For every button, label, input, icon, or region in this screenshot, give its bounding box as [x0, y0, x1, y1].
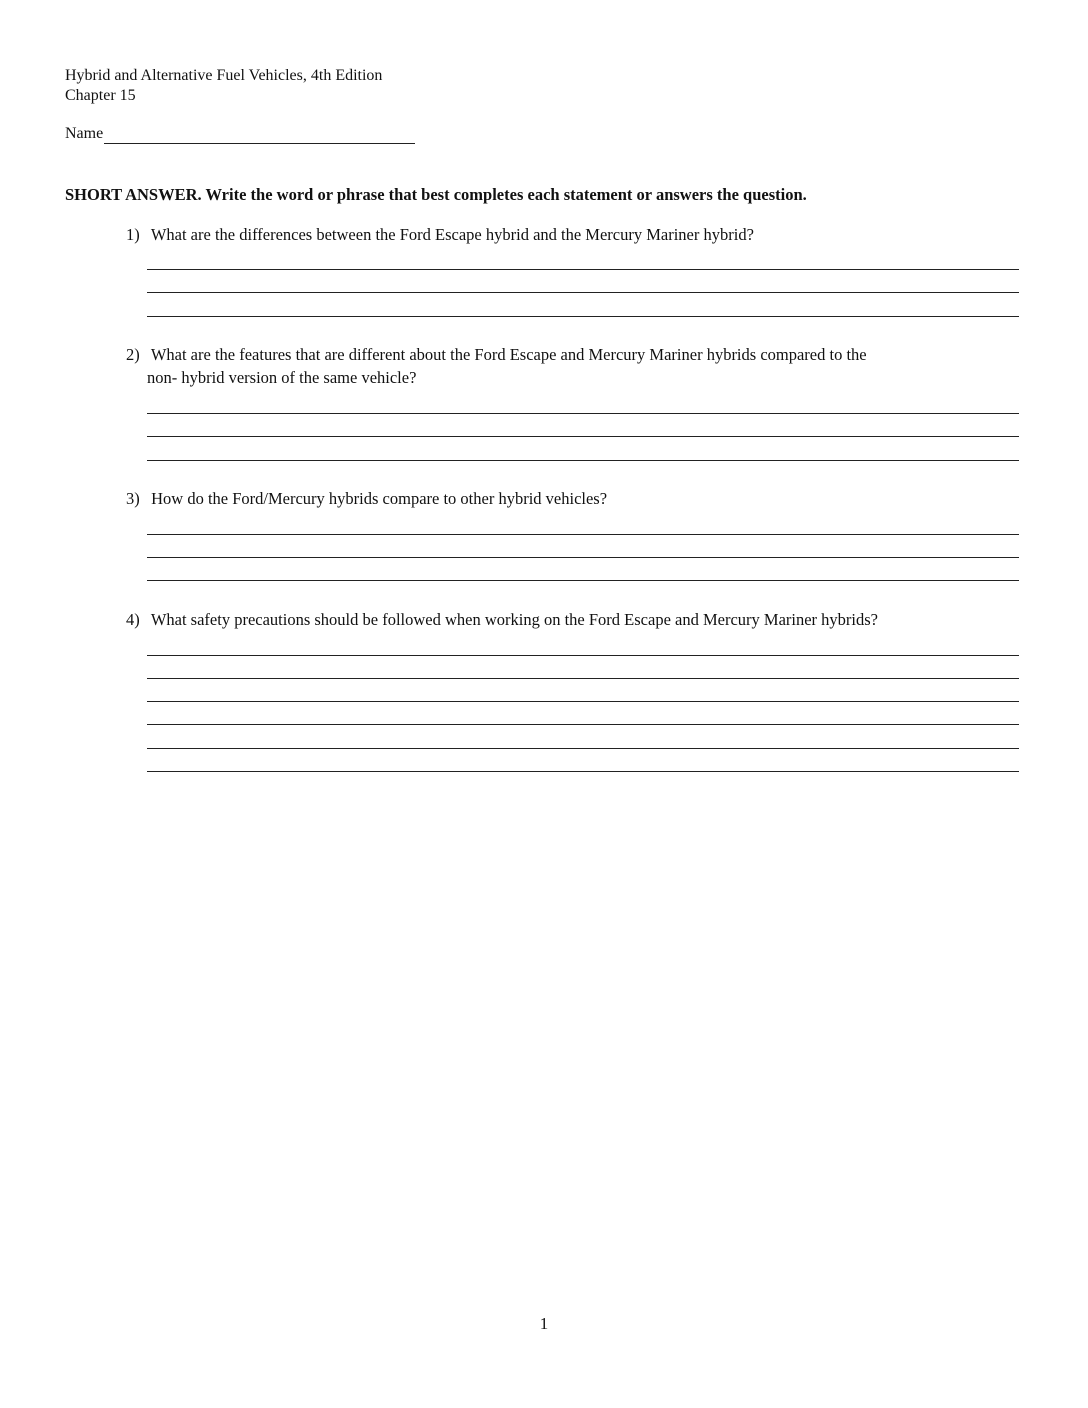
- answer-line[interactable]: [147, 413, 1019, 414]
- question-number: 4): [126, 610, 140, 629]
- answer-line[interactable]: [147, 534, 1019, 535]
- question-text: What safety precautions should be followed when working on the Ford Escape and Mercury Mariner hybrids?: [150, 610, 878, 629]
- question-text: What are the features that are different about the Ford Escape and Mercury Mariner hybrids compared to the: [150, 345, 867, 364]
- question-number: 2): [126, 345, 140, 364]
- answer-line[interactable]: [147, 701, 1019, 702]
- question-text-continued: non- hybrid version of the same vehicle?: [147, 368, 417, 387]
- document-header: [65, 66, 382, 106]
- question-text: What are the differences between the Ford Escape hybrid and the Mercury Mariner hybrid?: [150, 225, 754, 244]
- name-input-line[interactable]: [104, 125, 415, 144]
- answer-line[interactable]: [147, 269, 1019, 270]
- answer-line[interactable]: [147, 557, 1019, 558]
- answer-line[interactable]: [147, 580, 1019, 581]
- question-number: 1): [126, 225, 140, 244]
- question-2: [126, 343, 1026, 389]
- answer-line[interactable]: [147, 292, 1019, 293]
- book-title: Hybrid and Alternative Fuel Vehicles, 4th Edition: [65, 67, 383, 84]
- question-1: [126, 223, 1026, 246]
- name-field-row: [65, 124, 415, 144]
- answer-line[interactable]: [147, 771, 1019, 772]
- answer-line[interactable]: [147, 724, 1019, 725]
- instructions: SHORT ANSWER. Write the word or phrase that best completes each statement or answers the question.: [65, 185, 807, 204]
- question-3: [126, 487, 1026, 510]
- answer-line[interactable]: [147, 460, 1019, 461]
- question-4: [126, 608, 1026, 631]
- answer-line[interactable]: [147, 436, 1019, 437]
- answer-line[interactable]: [147, 748, 1019, 749]
- name-label: Name: [65, 125, 104, 142]
- answer-line[interactable]: [147, 316, 1019, 317]
- question-number: 3): [126, 489, 140, 508]
- question-text: How do the Ford/Mercury hybrids compare to other hybrid vehicles?: [151, 489, 608, 508]
- page-number: 1: [539, 1314, 549, 1333]
- answer-line[interactable]: [147, 678, 1019, 679]
- chapter-label: Chapter 15: [65, 87, 136, 104]
- answer-line[interactable]: [147, 655, 1019, 656]
